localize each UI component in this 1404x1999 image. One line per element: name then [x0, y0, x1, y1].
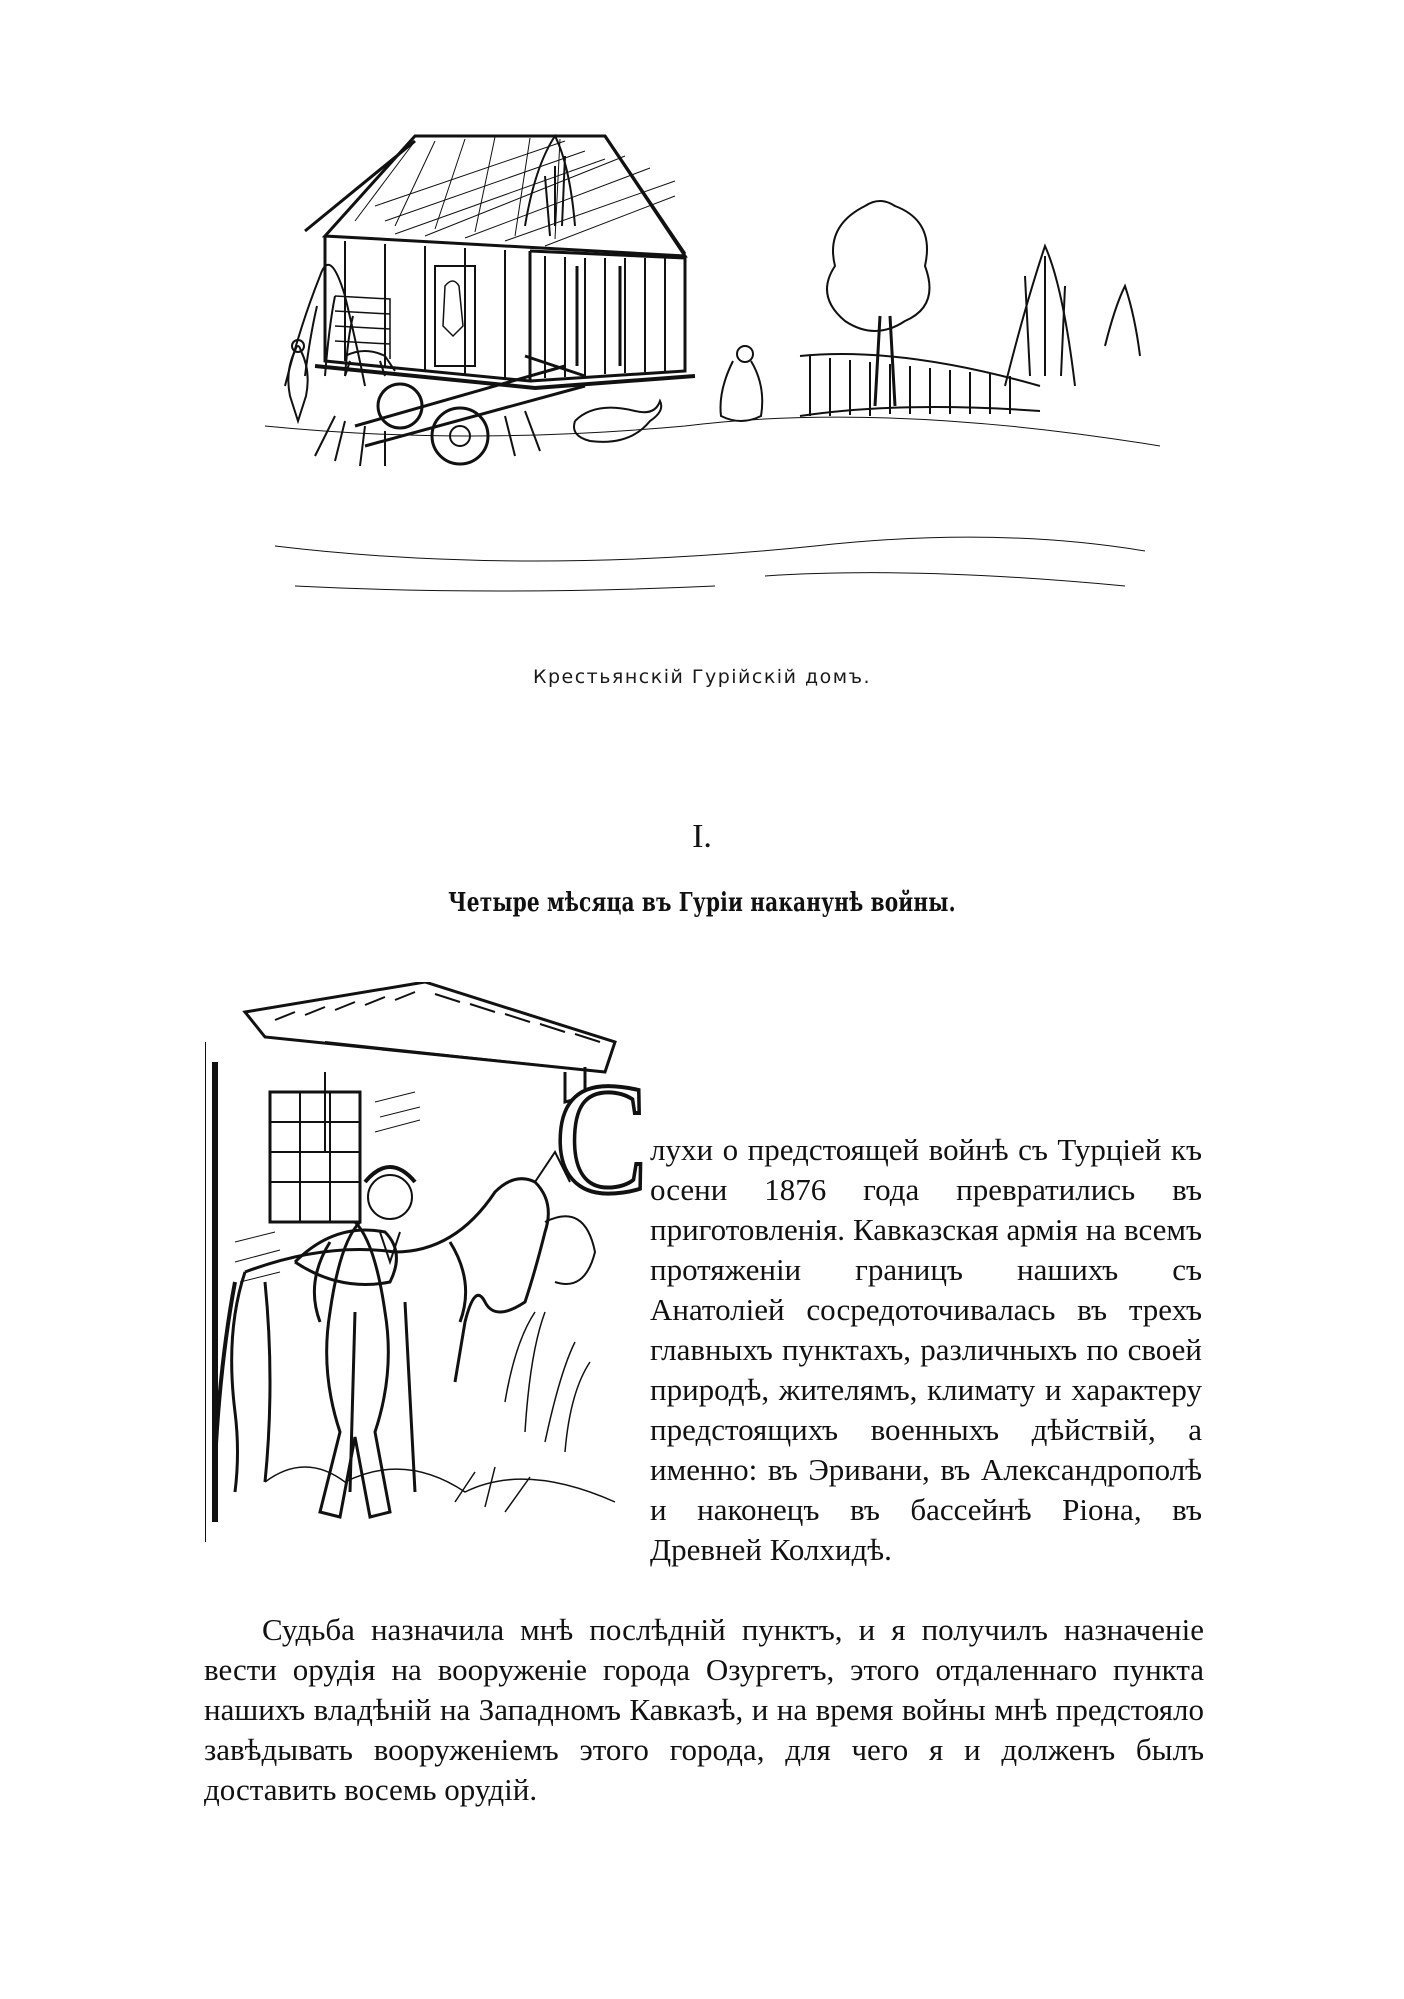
chapter-title: Четыре мѣсяца въ Гуріи наканунѣ войны.	[448, 888, 956, 918]
first-paragraph-text: лухи о предстоящей войнѣ съ Турціей къ осени 1876 года превратились въ приготовленія. Кавказская армія на всемъ протяженіи границъ нашихъ съ Анатоліей сосредоточивалась въ трехъ главныхъ пунктахъ, различныхъ по своей природѣ, жителямъ, климату и характеру предстоящихъ военныхъ дѣйствій, а именно: въ Эривани, въ Александрополѣ и наконецъ въ бассейнѣ Ріона, въ Древней Колхидѣ.	[650, 1132, 1202, 1567]
second-paragraph-text: Судьба назначила мнѣ послѣдній пунктъ, и я получилъ назначеніе вести орудія на вооруженіе города Озургетъ, этого отдаленнаго пункта нашихъ владѣній на Западномъ Кавказѣ, и на время войны мнѣ предстояло завѣдывать вооруженіемъ этого города, для чего я и долженъ былъ доставить восемь орудій.	[204, 1612, 1204, 1807]
illustration-caption: Крестьянскій Гурійскій домъ.	[532, 666, 872, 688]
first-paragraph	[650, 1130, 1202, 1570]
second-paragraph	[204, 1610, 1204, 1810]
peasant-house-illustration	[265, 126, 1160, 626]
drop-cap-letter: С	[554, 1049, 649, 1227]
chapter-numeral: I.	[692, 818, 712, 855]
peasant-house-engraving-icon	[265, 126, 1160, 626]
